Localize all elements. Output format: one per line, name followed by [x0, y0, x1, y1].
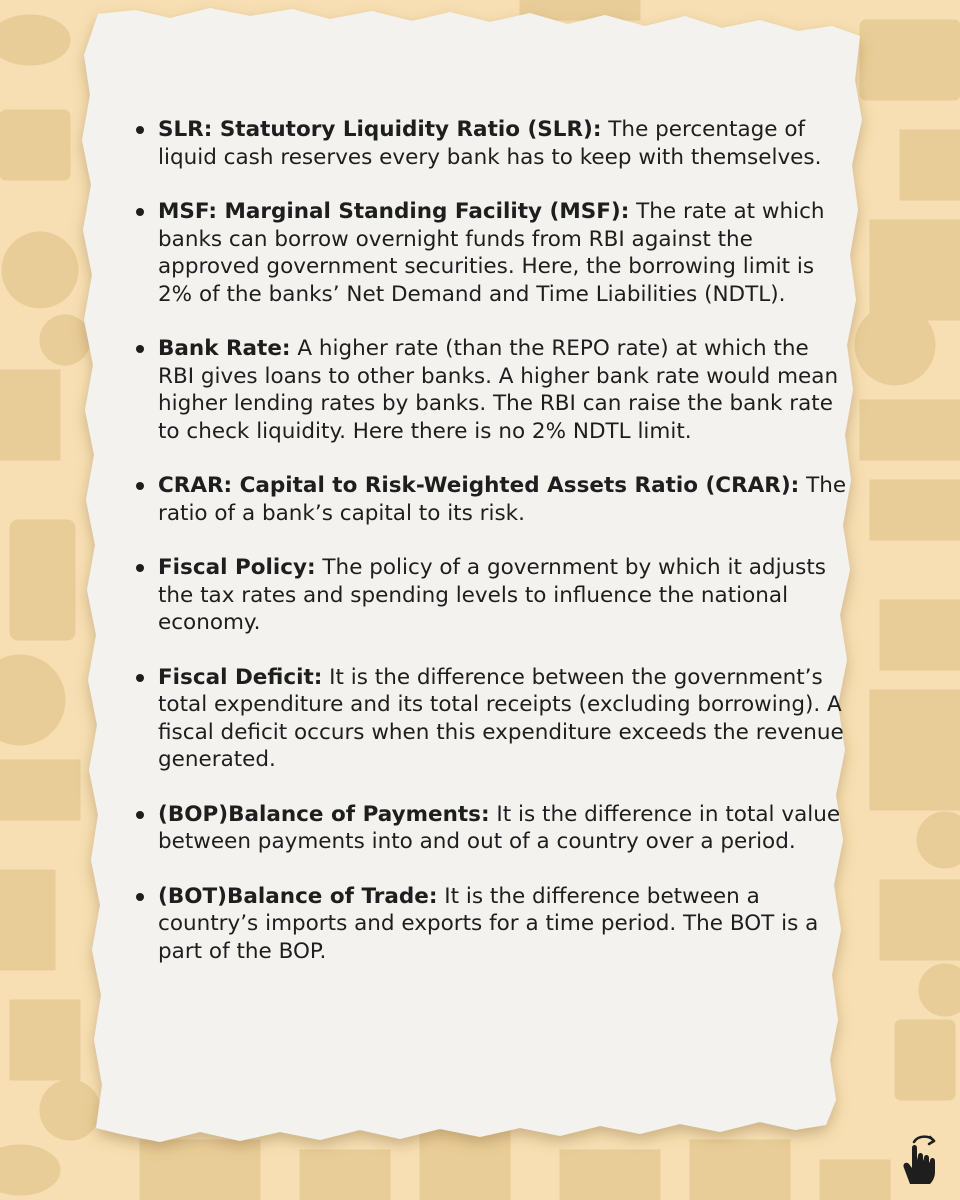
term-description: The ratio of a bank’s capital to its risk.	[158, 473, 847, 526]
list-item-msf	[130, 198, 850, 308]
term-description: The percentage of liquid cash reserves every bank has to keep with themselves.	[158, 117, 822, 170]
term-label: Fiscal Policy:	[158, 555, 316, 580]
list-item-bot	[130, 883, 850, 966]
bullet-icon	[136, 893, 144, 901]
list-item-bop	[130, 801, 850, 856]
bullet-icon	[136, 564, 144, 572]
list-item-bank-rate	[130, 335, 850, 445]
list-item-slr	[130, 116, 850, 171]
swipe-hand-icon[interactable]	[896, 1132, 946, 1186]
term-description: It is the difference between the government’s total expenditure and its total receipts (excluding borrowing). A fiscal deficit occurs when this expenditure exceeds the revenue generated.	[158, 664, 844, 772]
bullet-icon	[136, 345, 144, 353]
term-description: A higher rate (than the REPO rate) at which the RBI gives loans to other banks. A higher bank rate would mean higher lending rates by banks. The RBI can raise the bank rate to check liquidity. Here there is no 2% NDTL limit.	[158, 336, 839, 444]
term-label: Bank Rate:	[158, 336, 291, 361]
definition-list	[130, 116, 850, 965]
bullet-icon	[136, 811, 144, 819]
list-item-fiscal-policy	[130, 554, 850, 637]
list-item-fiscal-deficit	[130, 664, 850, 774]
bullet-icon	[136, 482, 144, 490]
bullet-icon	[136, 126, 144, 134]
term-description: The rate at which banks can borrow overnight funds from RBI against the approved government securities. Here, the borrowing limit is 2% of the banks’ Net Demand and Time Liabilities (NDTL).	[158, 199, 825, 307]
term-label: Fiscal Deficit:	[158, 664, 323, 690]
bullet-icon	[136, 674, 144, 682]
bullet-icon	[136, 208, 144, 216]
term-description: It is the difference in total value between payments into and out of a country over a period.	[158, 801, 841, 854]
term-description: It is the difference between a country’s imports and exports for a time period. The BOT is a part of the BOP.	[158, 883, 819, 964]
term-label: (BOT)Balance of Trade:	[158, 883, 438, 909]
list-item-crar	[130, 472, 850, 527]
term-description: The policy of a government by which it adjusts the tax rates and spending levels to influence the national economy.	[158, 555, 827, 635]
term-label: (BOP)Balance of Payments:	[158, 801, 490, 827]
term-label: SLR: Statutory Liquidity Ratio (SLR):	[158, 117, 602, 142]
term-label: CRAR: Capital to Risk-Weighted Assets Ratio (CRAR):	[158, 473, 800, 498]
definitions-content	[130, 116, 850, 992]
term-label: MSF: Marginal Standing Facility (MSF):	[158, 199, 630, 224]
